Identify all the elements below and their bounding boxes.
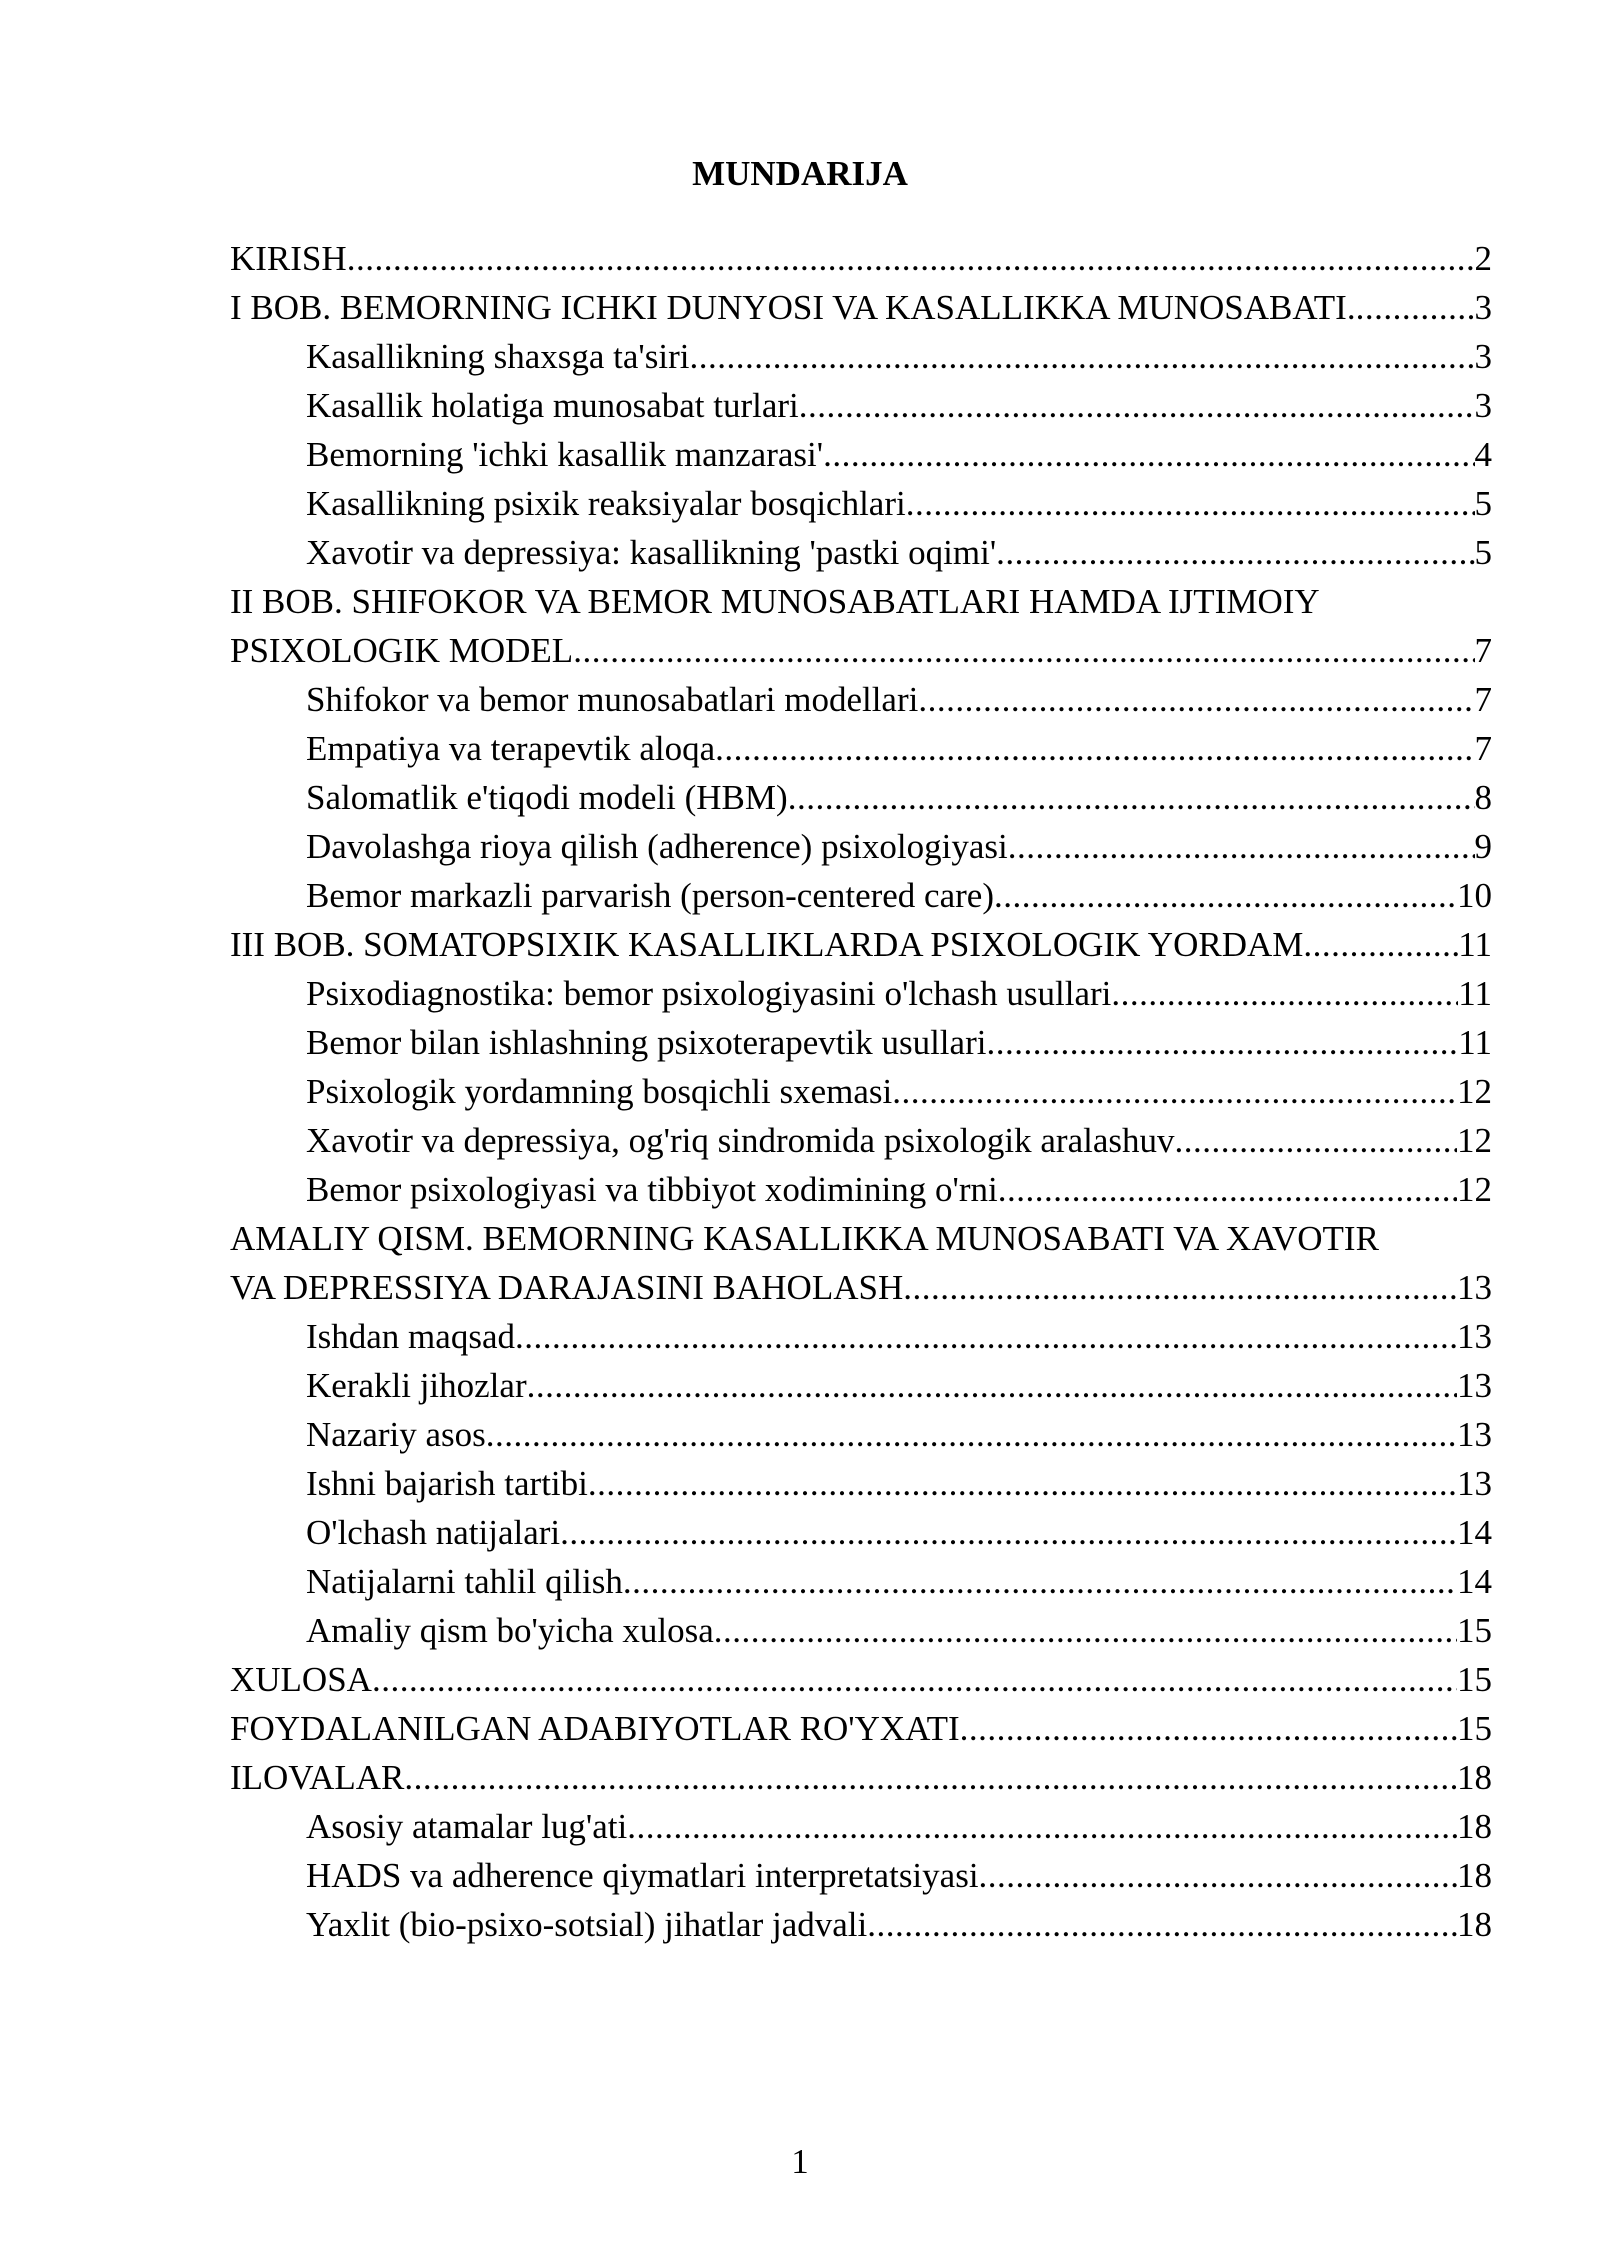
toc-entry-title: O'lchash natijalari xyxy=(306,1513,561,1552)
toc-dot-leader xyxy=(627,1802,1457,1851)
toc-section-entry xyxy=(230,822,1492,871)
toc-chapter-entry xyxy=(230,283,1492,332)
toc-entry-title: Davolashga rioya qilish (adherence) psixologiyasi xyxy=(306,827,1008,866)
toc-section-entry xyxy=(230,1459,1492,1508)
toc-dot-leader xyxy=(515,1312,1457,1361)
toc-chapter-entry xyxy=(230,577,1492,675)
toc-dot-leader xyxy=(715,724,1474,773)
toc-chapter-entry xyxy=(230,1704,1492,1753)
toc-entry-title: PSIXOLOGIK MODEL xyxy=(230,631,574,670)
toc-dot-leader xyxy=(799,381,1475,430)
toc-dot-leader xyxy=(486,1410,1457,1459)
toc-page-number: 3 xyxy=(1474,386,1492,425)
toc-entry-title: Nazariy asos xyxy=(306,1415,486,1454)
toc-chapter-entry xyxy=(230,1214,1492,1312)
toc-page-number: 13 xyxy=(1457,1317,1492,1356)
toc-entry-title: Empatiya va terapevtik aloqa xyxy=(306,729,716,768)
toc-entry-title: Shifokor va bemor munosabatlari modellari xyxy=(306,680,919,719)
toc-dot-leader xyxy=(560,1508,1457,1557)
toc-entry-title: Yaxlit (bio-psixo-sotsial) jihatlar jadvali xyxy=(306,1905,868,1944)
toc-dot-leader xyxy=(714,1606,1457,1655)
toc-page-number: 12 xyxy=(1457,1121,1492,1160)
toc-page-number: 13 xyxy=(1457,1415,1492,1454)
toc-entry-title: Bemor markazli parvarish (person-centered care) xyxy=(306,876,994,915)
toc-chapter-entry xyxy=(230,1655,1492,1704)
toc-entry-title: Kasallik holatiga munosabat turlari xyxy=(306,386,799,425)
toc-page-number: 13 xyxy=(1457,1366,1492,1405)
toc-page-number: 9 xyxy=(1474,827,1492,866)
toc-page-number: 13 xyxy=(1457,1268,1492,1307)
toc-entry-title: Bemor psixologiyasi va tibbiyot xodimining o'rni xyxy=(306,1170,998,1209)
toc-page-number: 10 xyxy=(1457,876,1492,915)
toc-entry-title: Kasallikning psixik reaksiyalar bosqichlari xyxy=(306,484,906,523)
toc-section-entry xyxy=(230,332,1492,381)
toc-section-entry xyxy=(230,1312,1492,1361)
toc-page-number: 18 xyxy=(1457,1758,1492,1797)
toc-section-entry xyxy=(230,1410,1492,1459)
toc-entry-title: XULOSA xyxy=(230,1660,372,1699)
toc-entry-title: KIRISH xyxy=(230,239,347,278)
toc-entry-title: Xavotir va depressiya: kasallikning 'pastki oqimi' xyxy=(306,533,997,572)
toc-page-number: 15 xyxy=(1457,1660,1492,1699)
toc-dot-leader xyxy=(906,479,1475,528)
toc-chapter-entry xyxy=(230,234,1492,283)
toc-page-number: 18 xyxy=(1457,1807,1492,1846)
toc-entry-title: Kerakli jihozlar xyxy=(306,1366,527,1405)
toc-chapter-entry xyxy=(230,1753,1492,1802)
toc-entry-title: ILOVALAR xyxy=(230,1758,405,1797)
toc-dot-leader xyxy=(979,1851,1457,1900)
toc-dot-leader xyxy=(867,1900,1457,1949)
toc-page-number: 3 xyxy=(1474,288,1492,327)
toc-dot-leader xyxy=(996,528,1474,577)
toc-dot-leader xyxy=(986,1018,1458,1067)
toc-page-number: 15 xyxy=(1457,1611,1492,1650)
toc-page-number: 18 xyxy=(1457,1905,1492,1944)
toc-entry-title: Xavotir va depressiya, og'riq sindromida psixologik aralashuv xyxy=(306,1121,1175,1160)
toc-dot-leader xyxy=(960,1704,1457,1753)
toc-section-entry xyxy=(230,1606,1492,1655)
toc-dot-leader xyxy=(573,626,1474,675)
toc-entry-title: III BOB. SOMATOPSIXIK KASALLIKLARDA PSIXOLOGIK YORDAM xyxy=(230,925,1304,964)
toc-entry-title: Asosiy atamalar lug'ati xyxy=(306,1807,628,1846)
page-number: 1 xyxy=(791,2142,809,2181)
toc-entry-title: I BOB. BEMORNING ICHKI DUNYOSI VA KASALLIKKA MUNOSABATI. xyxy=(230,288,1356,327)
toc-section-entry xyxy=(230,1361,1492,1410)
toc-dot-leader xyxy=(918,675,1474,724)
toc-dot-leader xyxy=(1303,920,1458,969)
toc-dot-leader xyxy=(689,332,1474,381)
toc-dot-leader xyxy=(823,430,1474,479)
toc-dot-leader xyxy=(1356,283,1475,332)
toc-dot-leader xyxy=(1008,822,1475,871)
toc-section-entry xyxy=(230,1802,1492,1851)
toc-entry-title: VA DEPRESSIYA DARAJASINI BAHOLASH xyxy=(230,1268,904,1307)
toc-page-number: 5 xyxy=(1474,484,1492,523)
toc-dot-leader xyxy=(527,1361,1457,1410)
toc-section-entry xyxy=(230,479,1492,528)
toc-entry-title: Psixodiagnostika: bemor psixologiyasini o'lchash usullari xyxy=(306,974,1112,1013)
toc-page-number: 4 xyxy=(1474,435,1492,474)
toc-section-entry xyxy=(230,1067,1492,1116)
toc-page-number: 3 xyxy=(1474,337,1492,376)
toc-dot-leader xyxy=(404,1753,1457,1802)
toc-page-number: 14 xyxy=(1457,1513,1492,1552)
toc-dot-leader xyxy=(788,773,1475,822)
toc-entry-title: Bemorning 'ichki kasallik manzarasi' xyxy=(306,435,824,474)
toc-dot-leader xyxy=(892,1067,1457,1116)
toc-section-entry xyxy=(230,675,1492,724)
toc-page-number: 7 xyxy=(1474,680,1492,719)
toc-page-number: 12 xyxy=(1457,1170,1492,1209)
toc-page-number: 5 xyxy=(1474,533,1492,572)
toc-dot-leader xyxy=(372,1655,1457,1704)
table-of-contents xyxy=(230,234,1492,1949)
toc-dot-leader xyxy=(1111,969,1458,1018)
toc-section-entry xyxy=(230,1851,1492,1900)
toc-entry-title: Kasallikning shaxsga ta'siri xyxy=(306,337,690,376)
toc-section-entry xyxy=(230,528,1492,577)
toc-entry-title: AMALIY QISM. BEMORNING KASALLIKKA MUNOSABATI VA XAVOTIR xyxy=(230,1219,1379,1258)
toc-dot-leader xyxy=(588,1459,1457,1508)
toc-page-number: 11 xyxy=(1458,974,1492,1013)
toc-section-entry xyxy=(230,1900,1492,1949)
toc-entry-title: HADS va adherence qiymatlari interpretatsiyasi xyxy=(306,1856,979,1895)
toc-dot-leader xyxy=(1175,1116,1458,1165)
toc-entry-title: Salomatlik e'tiqodi modeli (HBM) xyxy=(306,778,788,817)
toc-page-number: 18 xyxy=(1457,1856,1492,1895)
toc-dot-leader xyxy=(998,1165,1457,1214)
toc-page-number: 14 xyxy=(1457,1562,1492,1601)
toc-page-number: 11 xyxy=(1458,1023,1492,1062)
toc-dot-leader xyxy=(903,1263,1457,1312)
toc-page-number: 8 xyxy=(1474,778,1492,817)
toc-entry-title: Amaliy qism bo'yicha xulosa xyxy=(306,1611,714,1650)
toc-section-entry xyxy=(230,430,1492,479)
toc-section-entry xyxy=(230,381,1492,430)
toc-page-number: 13 xyxy=(1457,1464,1492,1503)
toc-dot-leader xyxy=(994,871,1457,920)
toc-page-number: 12 xyxy=(1457,1072,1492,1111)
toc-page-number: 2 xyxy=(1474,239,1492,278)
toc-section-entry xyxy=(230,1018,1492,1067)
toc-section-entry xyxy=(230,1116,1492,1165)
toc-entry-title: Ishdan maqsad xyxy=(306,1317,515,1356)
toc-entry-title: Bemor bilan ishlashning psixoterapevtik usullari xyxy=(306,1023,987,1062)
toc-entry-title: Natijalarni tahlil qilish xyxy=(306,1562,623,1601)
toc-section-entry xyxy=(230,1557,1492,1606)
toc-section-entry xyxy=(230,773,1492,822)
toc-section-entry xyxy=(230,1508,1492,1557)
toc-chapter-entry xyxy=(230,920,1492,969)
page-title: MUNDARIJA xyxy=(692,154,908,193)
toc-page-number: 11 xyxy=(1458,925,1492,964)
toc-section-entry xyxy=(230,969,1492,1018)
toc-dot-leader xyxy=(623,1557,1457,1606)
toc-entry-title: Psixologik yordamning bosqichli sxemasi xyxy=(306,1072,893,1111)
toc-entry-title: II BOB. SHIFOKOR VA BEMOR MUNOSABATLARI HAMDA IJTIMOIY xyxy=(230,582,1320,621)
toc-page-number: 7 xyxy=(1474,631,1492,670)
toc-section-entry xyxy=(230,724,1492,773)
toc-dot-leader xyxy=(347,234,1475,283)
toc-section-entry xyxy=(230,871,1492,920)
toc-page-number: 15 xyxy=(1457,1709,1492,1748)
toc-page-number: 7 xyxy=(1474,729,1492,768)
toc-entry-title: FOYDALANILGAN ADABIYOTLAR RO'YXATI xyxy=(230,1709,960,1748)
toc-entry-title: Ishni bajarish tartibi xyxy=(306,1464,588,1503)
toc-section-entry xyxy=(230,1165,1492,1214)
